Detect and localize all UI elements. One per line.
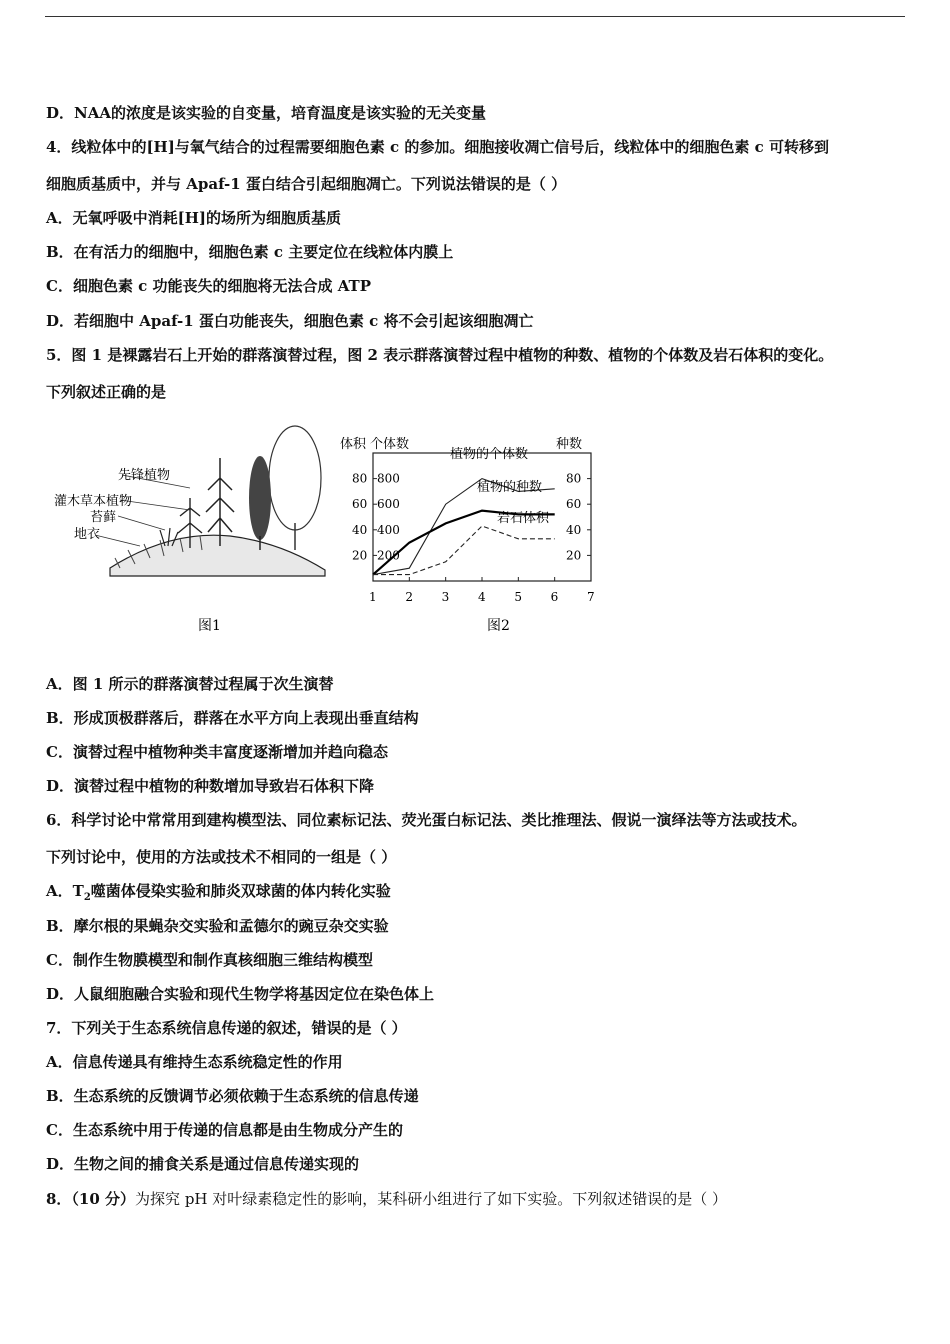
plot-frame [373, 453, 591, 581]
q6-option-d: D．人鼠细胞融合实验和现代生物学将基因定位在染色体上 [46, 985, 435, 1003]
conifer-tree-icon [249, 456, 271, 540]
x-tick-label: 1 [369, 590, 377, 604]
header-rule [45, 16, 905, 17]
q5-option-c: C．演替过程中植物种类丰富度逐渐增加并趋向稳态 [46, 743, 388, 761]
rock-shape [110, 535, 325, 576]
q4-stem-line2: 细胞质基质中，并与 Apaf-1 蛋白结合引起细胞凋亡。下列说法错误的是（ ） [46, 175, 567, 193]
left-tick-label-volume: 40 [352, 522, 368, 537]
q6-option-b: B．摩尔根的果蝇杂交实验和孟德尔的豌豆杂交实验 [46, 917, 389, 935]
x-tick-label: 3 [441, 590, 450, 604]
series-label-individuals: 植物的个体数 [450, 447, 529, 462]
q6-stem-line2: 下列讨论中，使用的方法或技术不相同的一组是（ ） [46, 848, 397, 866]
q4-stem-line1: 4．线粒体中的[H]与氧气结合的过程需要细胞色素 c 的参加。细胞接收凋亡信号后，线粒体中的细胞色素 c 可转移到 [46, 138, 829, 156]
q5-stem-line1: 5．图 1 是裸露岩石上开始的群落演替过程，图 2 表示群落演替过程中植物的种数、植物的个体数及岩石体积的变化。 [46, 346, 834, 364]
q7-option-d: D．生物之间的捕食关系是通过信息传递实现的 [46, 1155, 360, 1173]
q7-option-c: C．生态系统中用于传递的信息都是由生物成分产生的 [46, 1121, 403, 1139]
q8-text: 为探究 pH 对叶绿素稳定性的影响，某科研小组进行了如下实验。下列叙述错误的是（ ） [135, 1190, 728, 1208]
figure1-illustration [54, 426, 325, 634]
q6-option-c: C．制作生物膜模型和制作真核细胞三维结构模型 [46, 951, 373, 969]
q4-option-d: D．若细胞中 Apaf-1 蛋白功能丧失，细胞色素 c 将不会引起该细胞凋亡 [46, 312, 534, 330]
fig2-caption: 图2 [487, 618, 510, 634]
q4-option-c: C．细胞色素 c 功能丧失的细胞将无法合成 ATP [46, 277, 371, 295]
left-tick-label-volume: 20 [352, 548, 368, 563]
q4-option-b: B．在有活力的细胞中，细胞色素 c 主要定位在线粒体内膜上 [46, 243, 454, 261]
q6-option-a-post: 噬菌体侵染实验和肺炎双球菌的体内转化实验 [90, 882, 391, 900]
q5-option-b: B．形成顶极群落后，群落在水平方向上表现出垂直结构 [46, 709, 419, 727]
x-tick-label: 6 [550, 590, 559, 604]
q5-option-d: D．演替过程中植物的种数增加导致岩石体积下降 [46, 777, 375, 795]
q7-stem: 7．下列关于生态系统信息传递的叙述，错误的是（ ） [46, 1019, 407, 1037]
left-tick-label-count: 200 [377, 548, 400, 563]
axis-title-count: 个体数 [370, 437, 410, 452]
left-tick-label-count: 400 [377, 522, 400, 537]
left-tick-label-count: 800 [377, 471, 400, 486]
fig1-caption: 图1 [198, 618, 221, 634]
right-ticks [566, 472, 591, 563]
figures-svg [40, 418, 610, 648]
axis-title-species: 种数 [556, 437, 583, 452]
series-label-rock: 岩石体积 [497, 511, 550, 526]
fig1-label-pioneer: 先锋植物 [118, 468, 171, 483]
x-tick-label: 4 [478, 590, 486, 604]
fig1-label-shrub: 灌木草本植物 [54, 494, 133, 509]
x-tick-label: 7 [587, 590, 595, 604]
left-tick-label-volume: 60 [352, 497, 368, 512]
series-label-species: 植物的种数 [477, 480, 543, 495]
q7-option-b: B．生态系统的反馈调节必须依赖于生态系统的信息传递 [46, 1087, 419, 1105]
right-tick-label: 20 [566, 548, 582, 563]
q5-figures [40, 418, 610, 648]
q6-option-a-sub: 2 [83, 892, 91, 903]
x-tick-label: 2 [405, 590, 413, 604]
axis-title-volume: 体积 [340, 437, 367, 452]
q7-option-a: A．信息传递具有维持生态系统稳定性的作用 [46, 1053, 343, 1071]
x-tick-label: 5 [514, 590, 522, 604]
q5-option-a: A．图 1 所示的群落演替过程属于次生演替 [46, 675, 334, 693]
left-tick-label-count: 600 [377, 497, 400, 512]
q8-stem [46, 1189, 727, 1209]
right-tick-label: 60 [566, 497, 582, 512]
left-tick-label-volume: 80 [352, 471, 368, 486]
q6-option-a-pre: A．T [46, 882, 84, 900]
right-tick-label: 80 [566, 471, 582, 486]
fig1-label-moss: 苔藓 [90, 510, 117, 525]
shrub-icon [206, 458, 234, 546]
right-tick-label: 40 [566, 522, 582, 537]
q3-option-d: D．NAA的浓度是该实验的自变量，培育温度是该实验的无关变量 [46, 104, 486, 122]
figure2-chart [340, 436, 595, 634]
q6-stem-line1: 6．科学讨论中常常用到建构模型法、同位素标记法、荧光蛋白标记法、类比推理法、假说一演绎法等方法或技术。 [46, 811, 807, 829]
left-ticks [352, 472, 400, 563]
q6-option-a [46, 881, 391, 908]
q5-stem-line2: 下列叙述正确的是 [46, 383, 167, 401]
fig1-label-lichen: 地衣 [74, 527, 101, 542]
q8-number: 8．（10 分） [46, 1190, 136, 1208]
q4-option-a: A．无氧呼吸中消耗[H]的场所为细胞质基质 [46, 209, 342, 227]
deciduous-tree-icon [269, 426, 321, 530]
